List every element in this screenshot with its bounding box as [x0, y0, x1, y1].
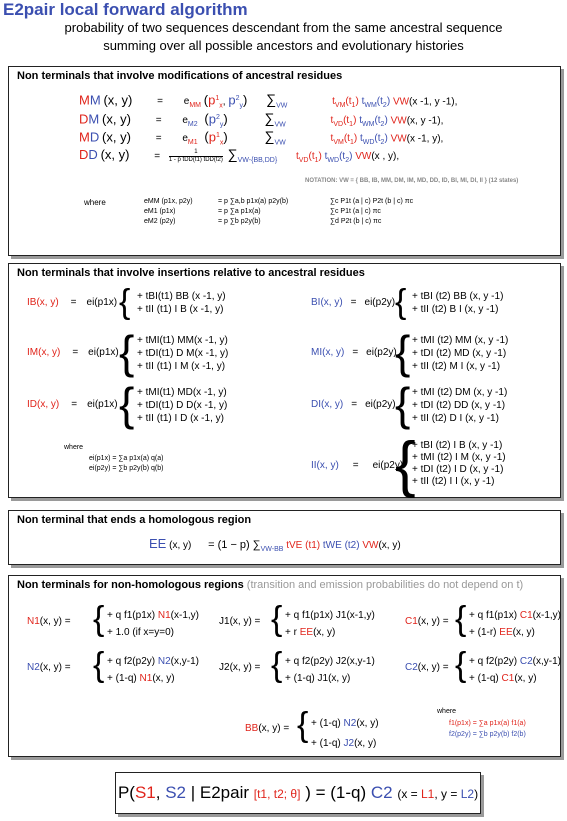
final-probability-formula: P(S1, S2 | E2pair [t1, t2; θ] ) = (1-q) C2 (x = L1, y = L2): [115, 772, 481, 814]
eq-id-terms: + tMI(t1) MD(x -1, y) + tDI(t1) D D(x -1, y) + tII (t1) I D (x -1, y): [137, 387, 228, 424]
panel-1-where: where: [84, 198, 106, 207]
brace-bb: {: [297, 706, 309, 744]
panel-non-homologous: [8, 575, 561, 757]
brace-di: {: [395, 378, 411, 430]
subtitle-line-2: summing over all possible ancestors and evolutionary histories: [103, 38, 464, 53]
eq-n2: N2(x, y) =: [27, 662, 71, 673]
panel-4-where-lines: f1(p1x) = ∑a p1x(a) f1(a) f2(p2y) = ∑b p2y(b) f2(b): [449, 720, 526, 738]
eq-bi-terms: + tBI (t2) BB (x, y -1) + tII (t2) B I (x, y -1): [412, 291, 504, 315]
eq-di-terms: + tMI (t2) DM (x, y -1) + tDI (t2) DD (x, y -1) + tII (t2) D I (x, y -1): [412, 387, 508, 424]
eq-mi-terms: + tMI (t2) MM (x, y -1) + tDI (t2) MD (x, y -1) + tII (t2) M I (x, y -1): [412, 335, 509, 372]
panel-4-where: where: [437, 708, 457, 715]
panel-3-header: Non terminal that ends a homologous region: [17, 514, 252, 526]
eq-dd: DD (x, y) = 1 1 - p tDD(t1) tDD(t2) $\sum_{VW-\{BB,DD\}}$ $t_{VD}(t_1)$ $t_{WD}(t_2)$ VW(x , y),: [79, 146, 400, 164]
eq-ee: EE (x, y) = (1 − p) $\sum_{VW-BB}$ tVE (t1) tWE (t2) VW(x, y): [149, 536, 401, 553]
eq-mm: MM (x, $y) = e_{MM}$ ($p^1_x$, $p^2_y$) $\sum_{VW}$ $t_{VM}(t_1)$ $t_{WM}(t_2)$ VW(x -1, y -1),: [79, 91, 458, 110]
notation-line: NOTATION: VW = { BB, IB, MM, DM, IM, MD, DD, ID, BI, MI, DI, II } (12 states): [305, 178, 519, 184]
eq-di: DI(x, y) = ei(p2y): [311, 399, 396, 410]
eq-im-terms: + tMI(t1) MM(x -1, y) + tDI(t1) D M(x -1, y) + tII (t1) I M (x -1, y): [137, 335, 229, 372]
brace-c1: {: [455, 600, 467, 638]
brace-im: {: [119, 326, 135, 378]
panel-ancestral-modifications: [8, 66, 561, 256]
eq-c1-terms: + q f1(p1x) C1(x-1,y) + (1-r) EE(x, y): [469, 610, 562, 638]
eq-id: ID(x, y) = ei(p1x): [27, 399, 118, 410]
panel-1-where-lines: eMM (p1x, p2y) = p ∑a,b p1x(a) p2y(b) ∑c P1t (a | c) P2t (b | c) πc eM1 (p1x) = p ∑a p1x(a) ∑c P1t (a | c) πc eM2 (p2y) = p ∑b p2y(b) ∑d P2t (b | c) πc: [144, 198, 414, 225]
eq-dm: DM (x, $y) = e_{M2}$ $(p^2_y)$ $\sum_{VW}$ $t_{VD}(t_1)$ $t_{WM}(t_2)$ VW(x, y -1),: [79, 110, 444, 129]
eq-n1: N1(x, y) =: [27, 616, 71, 627]
panel-end-homologous: [8, 510, 561, 565]
eq-ii-terms: + tBI (t2) I B (x, y -1) + tMI (t2) I M (x, y -1) + tDI (t2) I D (x, y -1) + tII (t2) I I (x, y -1): [412, 440, 506, 487]
eq-md: MD (x, $y) = e_{M1}$ $(p^1_x)$ $\sum_{VW}$ $t_{VM}(t_1)$ $t_{WD}(t_2)$ VW(x -1, y),: [79, 128, 444, 147]
brace-n2: {: [93, 646, 105, 684]
eq-bb: BB(x, y) =: [245, 723, 290, 734]
brace-mi: {: [395, 326, 411, 378]
eq-im: IM(x, y) = ei(p1x): [27, 347, 119, 358]
brace-c2: {: [455, 646, 467, 684]
eq-j1: J1(x, y) =: [219, 616, 261, 627]
subtitle-line-1: probability of two sequences descendant from the same ancestral sequence: [64, 20, 503, 35]
panel-1-header: Non terminals that involve modifications of ancestral residues: [17, 70, 343, 82]
eq-j2-terms: + q f2(p2y) J2(x,y-1) + (1-q) J1(x, y): [285, 656, 375, 684]
eq-c1: C1(x, y) =: [405, 616, 449, 627]
eq-n2-terms: + q f2(p2y) N2(x,y-1) + (1-q) N1(x, y): [107, 656, 200, 684]
eq-ii: II(x, y) = ei(p2y): [311, 460, 404, 471]
eq-j1-terms: + q f1(p1x) J1(x-1,y) + r EE(x, y): [285, 610, 375, 638]
eq-bb-terms: + (1-q) N2(x, y) + (1-q) J2(x, y): [311, 718, 379, 749]
brace-bi: {: [395, 283, 407, 321]
eq-ib: IB(x, y) = ei(p1x): [27, 297, 118, 308]
brace-j1: {: [271, 600, 283, 638]
brace-id: {: [119, 378, 135, 430]
eq-ib-terms: + tBI(t1) BB (x -1, y) + tII (t1) I B (x -1, y): [137, 291, 226, 315]
panel-4-header: Non terminals for non-homologous regions (transition and emission probabilities do not depend on t): [17, 579, 524, 591]
eq-n1-terms: + q f1(p1x) N1(x-1,y) + 1.0 (if x=y=0): [107, 610, 200, 638]
panel-2-where-lines: ei(p1x) = ∑a p1x(a) q(a) ei(p2y) = ∑b p2y(b) q(b): [89, 455, 164, 472]
eq-c2-terms: + q f2(p2y) C2(x,y-1) + (1-q) C1(x, y): [469, 656, 562, 684]
eq-j2: J2(x, y) =: [219, 662, 261, 673]
brace-ib: {: [119, 283, 131, 321]
brace-ii: {: [395, 430, 416, 499]
eq-c2: C2(x, y) =: [405, 662, 449, 673]
page-title: E2pair local forward algorithm: [3, 0, 248, 19]
panel-insertions: [8, 263, 561, 498]
brace-n1: {: [93, 600, 105, 638]
panel-2-header: Non terminals that involve insertions relative to ancestral residues: [17, 267, 365, 279]
panel-2-where: where: [64, 444, 84, 451]
eq-bi: BI(x, y) = ei(p2y): [311, 297, 396, 308]
eq-mi: MI(x, y) = ei(p2y): [311, 347, 397, 358]
brace-j2: {: [271, 646, 283, 684]
